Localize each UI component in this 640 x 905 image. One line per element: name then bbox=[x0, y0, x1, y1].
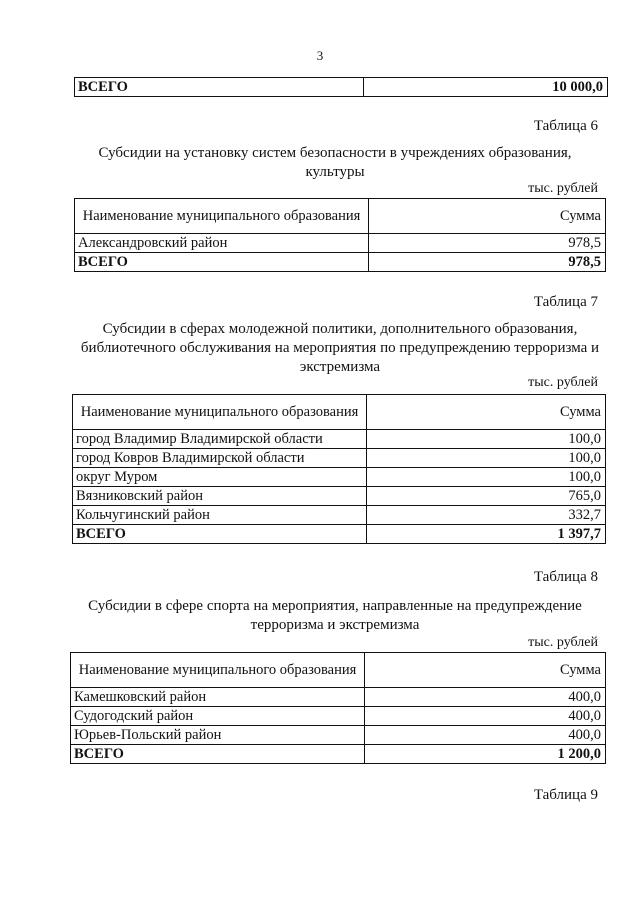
row-value: 400,0 bbox=[365, 726, 606, 745]
total-row bbox=[75, 253, 606, 272]
table-7-unit: тыс. рублей bbox=[528, 375, 598, 390]
table-row bbox=[71, 688, 606, 707]
total-value: 10 000,0 bbox=[364, 78, 608, 97]
table-8 bbox=[70, 652, 606, 764]
table-8-number: Таблица 8 bbox=[533, 569, 598, 585]
row-value: 100,0 bbox=[367, 430, 606, 449]
table-row bbox=[73, 506, 606, 525]
row-value: 332,7 bbox=[367, 506, 606, 525]
table-6 bbox=[74, 198, 606, 272]
total-label: ВСЕГО bbox=[71, 745, 365, 764]
row-value: 765,0 bbox=[367, 487, 606, 506]
row-value: 400,0 bbox=[365, 688, 606, 707]
table-row bbox=[71, 707, 606, 726]
row-value: 400,0 bbox=[365, 707, 606, 726]
table-7 bbox=[72, 394, 606, 544]
table-header bbox=[73, 395, 606, 430]
total-label: ВСЕГО bbox=[75, 78, 364, 97]
header-name: Наименование муниципального образования bbox=[75, 199, 369, 234]
table-row bbox=[73, 449, 606, 468]
table-8-unit: тыс. рублей bbox=[528, 635, 598, 650]
row-name: город Ковров Владимирской области bbox=[73, 449, 367, 468]
row-name: Кольчугинский район bbox=[73, 506, 367, 525]
page-number: 3 bbox=[316, 48, 324, 63]
total-row bbox=[71, 745, 606, 764]
continuation-table bbox=[74, 77, 608, 97]
header-name: Наименование муниципального образования bbox=[71, 653, 365, 688]
row-name: Камешковский район bbox=[71, 688, 365, 707]
total-value: 978,5 bbox=[369, 253, 606, 272]
header-name: Наименование муниципального образования bbox=[73, 395, 367, 430]
header-sum: Сумма bbox=[367, 395, 606, 430]
row-value: 100,0 bbox=[367, 449, 606, 468]
total-value: 1 397,7 bbox=[367, 525, 606, 544]
table-row bbox=[73, 487, 606, 506]
row-value: 100,0 bbox=[367, 468, 606, 487]
table-header bbox=[75, 199, 606, 234]
table-row bbox=[73, 468, 606, 487]
row-name: город Владимир Владимирской области bbox=[73, 430, 367, 449]
header-sum: Сумма bbox=[369, 199, 606, 234]
table-6-number: Таблица 6 bbox=[533, 118, 598, 134]
table-header bbox=[71, 653, 606, 688]
row-name: Юрьев-Польский район bbox=[71, 726, 365, 745]
total-label: ВСЕГО bbox=[75, 253, 369, 272]
row-name: округ Муром bbox=[73, 468, 367, 487]
row-name: Судогодский район bbox=[71, 707, 365, 726]
header-sum: Сумма bbox=[365, 653, 606, 688]
table-6-title: Субсидии на установку систем безопасности в учреждениях образования, культуры bbox=[98, 145, 572, 180]
table-6-unit: тыс. рублей bbox=[528, 181, 598, 196]
table-7-title: Субсидии в сферах молодежной политики, дополнительного образования, библиотечного обслуживания на мероприятия по предупреждению терроризма и экстремизма bbox=[80, 321, 600, 375]
row-name: Вязниковский район bbox=[73, 487, 367, 506]
table-row bbox=[75, 234, 606, 253]
table-9-number: Таблица 9 bbox=[533, 787, 598, 803]
table-row bbox=[71, 726, 606, 745]
table-8-title: Субсидии в сфере спорта на мероприятия, направленные на предупреждение терроризма и экстремизма bbox=[88, 598, 582, 633]
total-value: 1 200,0 bbox=[365, 745, 606, 764]
total-label: ВСЕГО bbox=[73, 525, 367, 544]
total-row bbox=[75, 78, 608, 97]
row-name: Александровский район bbox=[75, 234, 369, 253]
table-row bbox=[73, 430, 606, 449]
row-value: 978,5 bbox=[369, 234, 606, 253]
total-row bbox=[73, 525, 606, 544]
table-7-number: Таблица 7 bbox=[533, 294, 598, 310]
